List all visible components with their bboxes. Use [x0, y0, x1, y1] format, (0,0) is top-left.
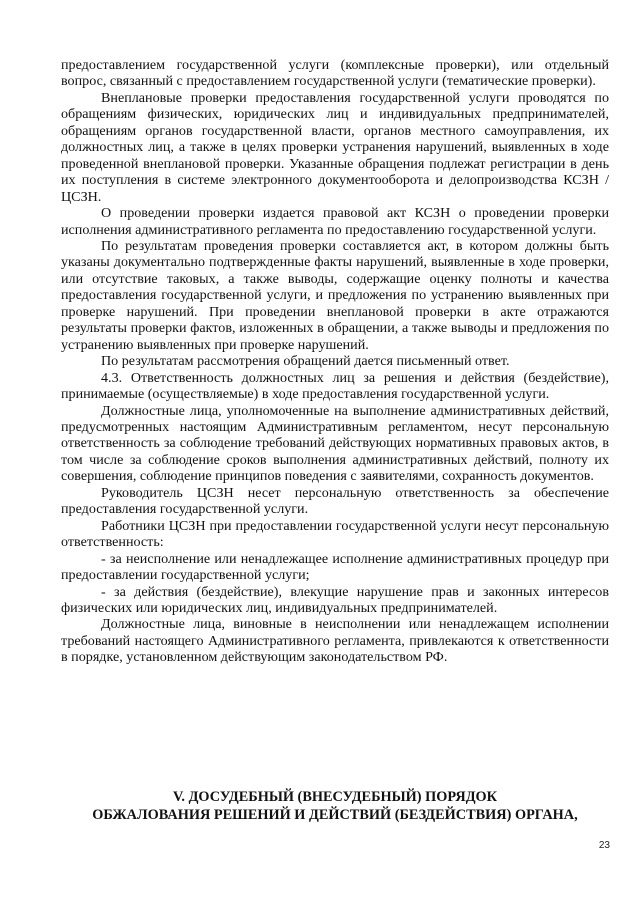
list-item-actions-violating-rights: - за действия (бездействие), влекущие нарушение прав и законных интересов физических или юридических лиц, индивидуальных предпринимателей.	[61, 583, 609, 616]
paragraph-officials-responsibility: Должностные лица, уполномоченные на выполнение административных действий, предусмотренных настоящим Административным регламентом, несут персональную ответственность за соблюдение требований действующих нормативных правовых актов, в том числе за соблюдение сроков выполнения административных действий, полноту их совершения, соблюдение принципов поведения с заявителями, сохранность документов.	[61, 402, 609, 485]
paragraph-continuation: предоставлением государственной услуги (комплексные проверки), или отдельный вопрос, связанный с предоставлением государственной услуги (тематические проверки).	[61, 57, 609, 90]
paragraph-section-4-3: 4.3. Ответственность должностных лиц за решения и действия (бездействие), принимаемые (осуществляемые) в ходе предоставления государственной услуги.	[61, 369, 609, 403]
list-item-non-performance: - за неисполнение или ненадлежащее исполнение административных процедур при предоставлении государственной услуги;	[61, 550, 609, 584]
paragraph-head-responsibility: Руководитель ЦСЗН несет персональную ответственность за обеспечение предоставления государственной услуги.	[61, 484, 609, 518]
paragraph-legal-act: О проведении проверки издается правовой акт КСЗН о проведении проверки исполнения административного регламента по предоставлению государственной услуги.	[61, 205, 609, 238]
paragraph-unscheduled-inspections: Внеплановые проверки предоставления государственной услуги проводятся по обращениям физических, юридических лиц и индивидуальных предпринимателей, обращениям органов государственной власти, органов местного самоуправления, их должностных лиц, а также в целях проверки устранения нарушений, выявленных в ходе проведенной внеплановой проверки. Указанные обращения подлежат регистрации в день их поступления в системе электронного документооборота и делопроизводства КСЗН /ЦСЗН.	[61, 89, 609, 205]
document-body	[61, 57, 609, 666]
section-heading-line-1: V. ДОСУДЕБНЫЙ (ВНЕСУДЕБНЫЙ) ПОРЯДОК	[172, 789, 498, 805]
paragraph-inspection-results: По результатам проведения проверки составляется акт, в котором должны быть указаны документально подтвержденные факты нарушений, выявленные в ходе проверки, или отсутствие таковых, а также выводы, содержащие оценку полноты и качества предоставления государственной услуги, и предложения по устранению выявленных при проверке нарушений. При проведении внеплановой проверки в акте отражаются результаты проверки фактов, изложенных в обращении, а также выводы и предложения по устранению выявленных при проверке нарушений.	[61, 237, 609, 353]
paragraph-workers-responsibility: Работники ЦСЗН при предоставлении государственной услуги несут персональную ответственность:	[61, 517, 609, 551]
page-number: 23	[598, 840, 610, 851]
section-heading-line-2: ОБЖАЛОВАНИЯ РЕШЕНИЙ И ДЕЙСТВИЙ (БЕЗДЕЙСТВИЯ) ОРГАНА,	[92, 807, 578, 823]
paragraph-guilty-officials: Должностные лица, виновные в неисполнении или ненадлежащем исполнении требований настоящего Административного регламента, привлекаются к ответственности в порядке, установленном действующим законодательством РФ.	[61, 616, 609, 666]
section-heading	[61, 788, 609, 824]
paragraph-written-answer: По результатам рассмотрения обращений дается письменный ответ.	[101, 353, 510, 370]
